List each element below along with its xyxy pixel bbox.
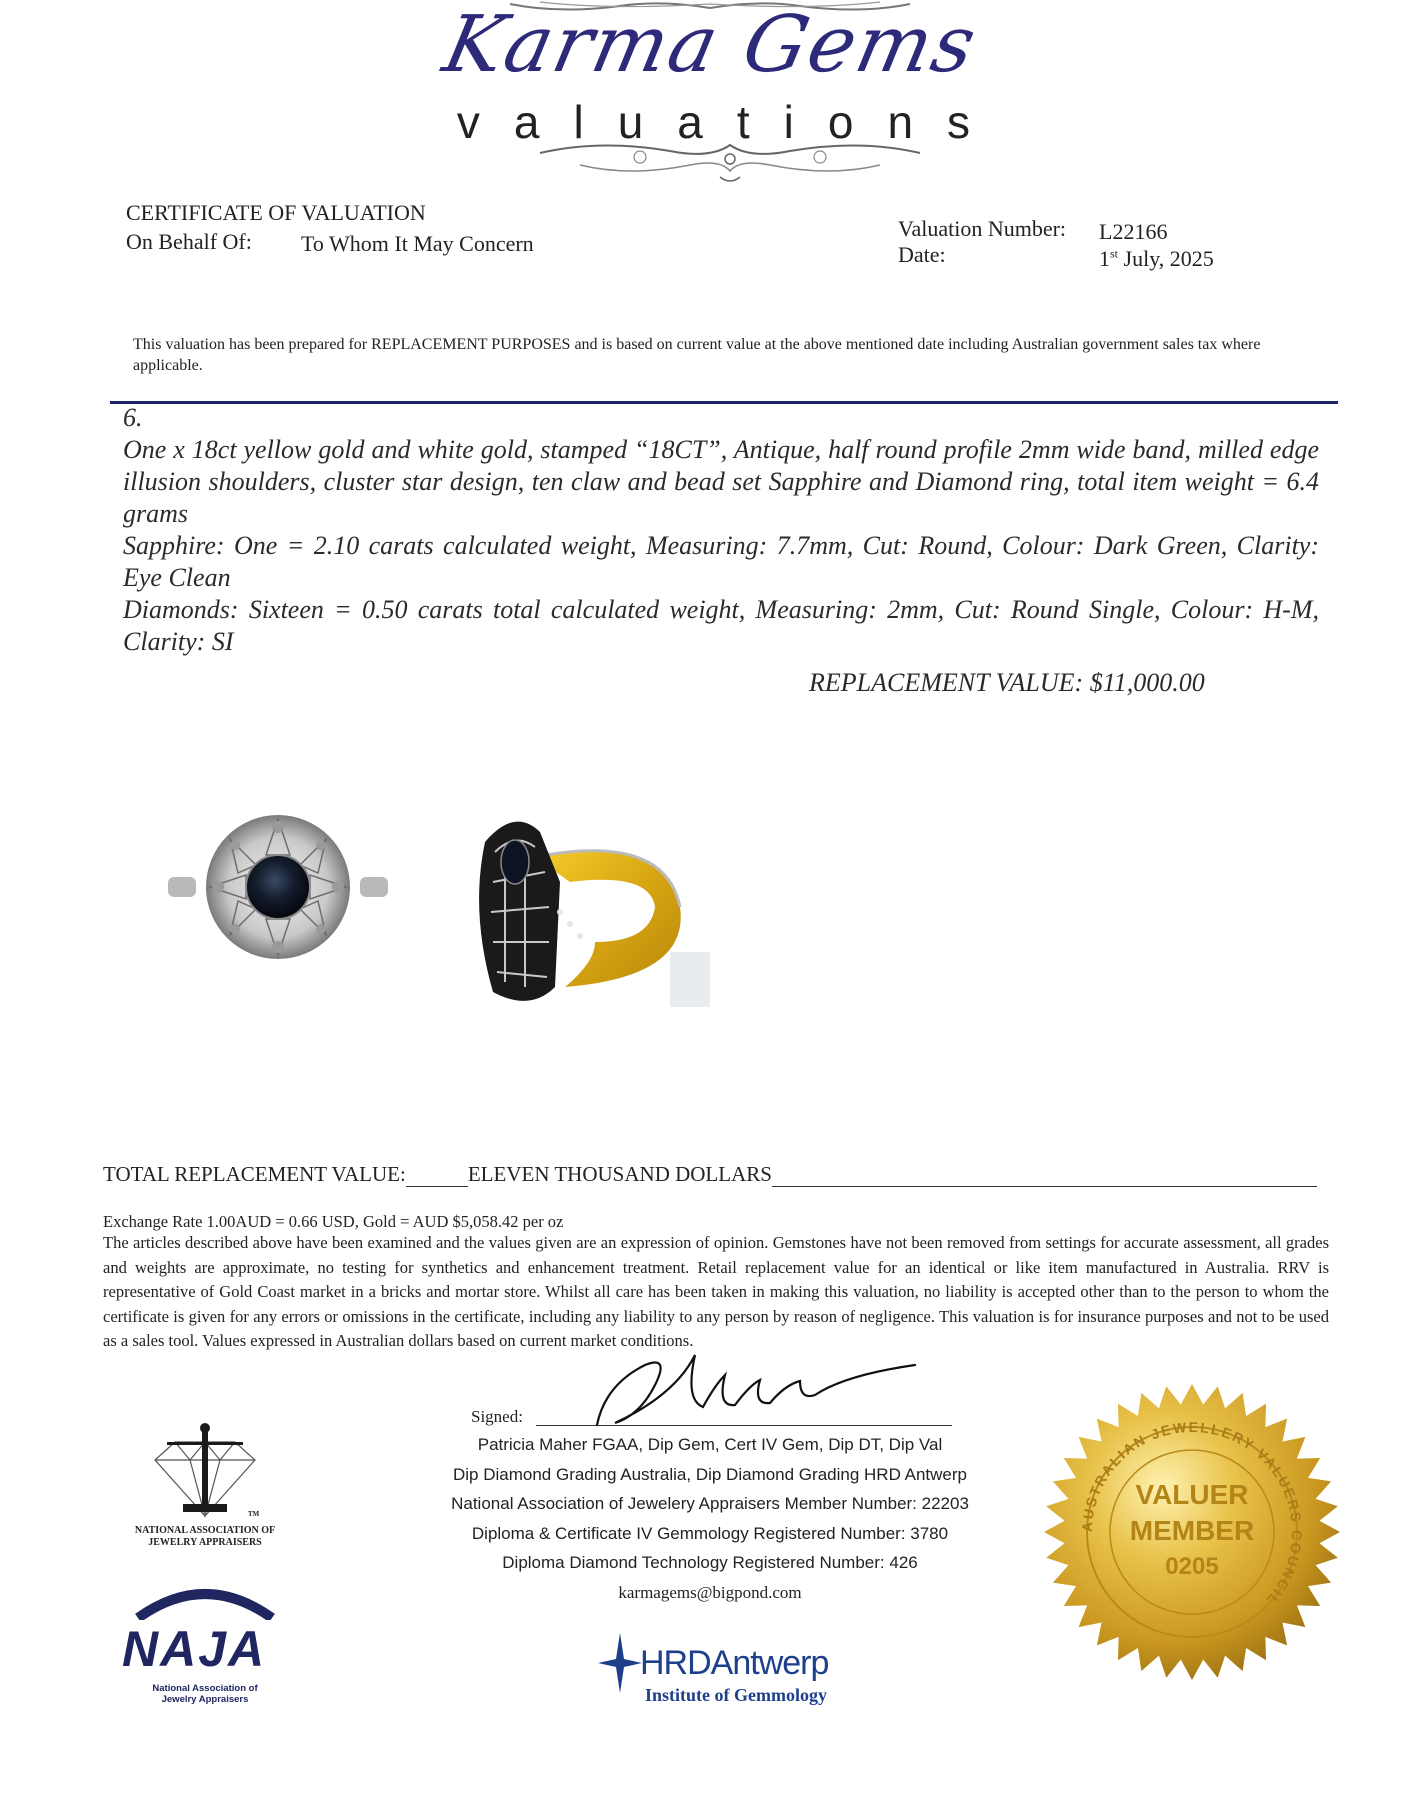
credential-line-3: National Association of Jewelery Appraisers Member Number: 22203 [451,1494,969,1513]
valuation-number-value: L22166 [1099,219,1168,244]
total-replacement-row [103,1162,1343,1187]
credential-line-2: Dip Diamond Grading Australia, Dip Diamond Grading HRD Antwerp [452,1464,967,1484]
contact-email: karmagems@bigpond.com [618,1582,802,1602]
hrd-star-icon [598,1633,642,1693]
certificate-title: CERTIFICATE OF VALUATION [126,200,426,225]
bottom-ornament [520,135,940,185]
sapphire-details: Sapphire: One = 2.10 carats calculated weight, Measuring: 7.7mm, Cut: Round, Colour: Dark Green, Clarity: Eye Clean [123,531,1319,592]
on-behalf-label: On Behalf Of: [126,229,252,254]
ring-side-view-image [475,812,720,1012]
naja-subtitle: National Association of Jewelry Appraisers [152,1683,258,1705]
valuation-number-label: Valuation Number: [898,216,1067,241]
date-rest: July, 2025 [1118,246,1214,271]
handwritten-signature [585,1345,925,1435]
total-underline-lead [406,1166,468,1187]
item-number: 6. [123,403,143,432]
seal-ring-text: AUSTRALIAN JEWELLERY VALUERS COUNCIL [1078,1418,1306,1610]
on-behalf-value: To Whom It May Concern [301,231,534,256]
item-block [123,402,1319,658]
valuer-member-seal [1042,1382,1342,1682]
valuation-notice: This valuation has been prepared for REPLACEMENT PURPOSES and is based on current value at the above mentioned date including Australian government sales tax where applicable. [133,336,1261,374]
date-day: 1 [1099,246,1110,271]
terms-paragraph: The articles described above have been examined and the values given are an expression of opinion. Gemstones have not been removed from settings for accurate assessment, all grades and weights are approximate, no testing for synthetics and enhancement treatment. Retail replacement value for an identical or like item manufactured in Australia. RRV is representative of Gold Coast market in a bricks and mortar store. Whilst all care has been taken in making this valuation, no liability is accepted other than to the person to whom the certificate is given for any errors or omissions in the certificate, including any liability to any person by reason of negligence. This valuation is for insurance purposes and not to be used as a sales tool. Values expressed in Australian dollars based on current market conditions. [103,1233,1329,1350]
credential-line-1: Patricia Maher FGAA, Dip Gem, Cert IV Gem, Dip DT, Dip Val [477,1435,943,1454]
hrd-title: HRDAntwerp [640,1644,829,1682]
total-underline-trail [772,1166,1317,1187]
hrd-subtitle: Institute of Gemmology [645,1685,827,1705]
naja-title: NAJA [122,1621,267,1677]
seal-line-1: VALUER [1135,1479,1249,1510]
total-value: ELEVEN THOUSAND DOLLARS [467,1162,772,1186]
logo-script: Karma Gems [436,0,985,90]
scales-logo-icon [145,1420,265,1520]
logo-subtitle: valuations [456,96,1005,148]
naja-top-text: NATIONAL ASSOCIATION OF JEWELRY APPRAISERS [134,1525,276,1548]
naja-arc-icon [130,1580,280,1620]
diamond-details: Diamonds: Sixteen = 0.50 carats total calculated weight, Measuring: 2mm, Cut: Round Single, Colour: H-M, Clarity: SI [123,595,1319,656]
date-label: Date: [898,242,946,267]
ring-top-view-image [168,815,388,965]
item-description: One x 18ct yellow gold and white gold, stamped “18CT”, Antique, half round profile 2mm wide band, milled edge illusion shoulders, cluster star design, ten claw and bead set Sapphire and Diamond ring, total item weight = 6.4 grams [123,435,1319,528]
replacement-value: REPLACEMENT VALUE: $11,000.00 [809,668,1205,697]
signatory-credentials [410,1430,1010,1607]
naja-tm: TM [248,1510,260,1518]
exchange-rate: Exchange Rate 1.00AUD = 0.66 USD, Gold = AUD $5,058.42 per oz [103,1212,564,1231]
signed-label: Signed: [471,1407,523,1426]
seal-line-2: MEMBER [1129,1515,1255,1546]
date-value [1099,246,1214,272]
total-label: TOTAL REPLACEMENT VALUE: [103,1162,406,1186]
credential-line-5: Diploma Diamond Technology Registered Number: 426 [502,1553,918,1572]
credential-line-4: Diploma & Certificate IV Gemmology Registered Number: 3780 [471,1523,949,1543]
date-suffix: st [1110,246,1119,261]
seal-line-3: 0205 [1165,1553,1219,1580]
